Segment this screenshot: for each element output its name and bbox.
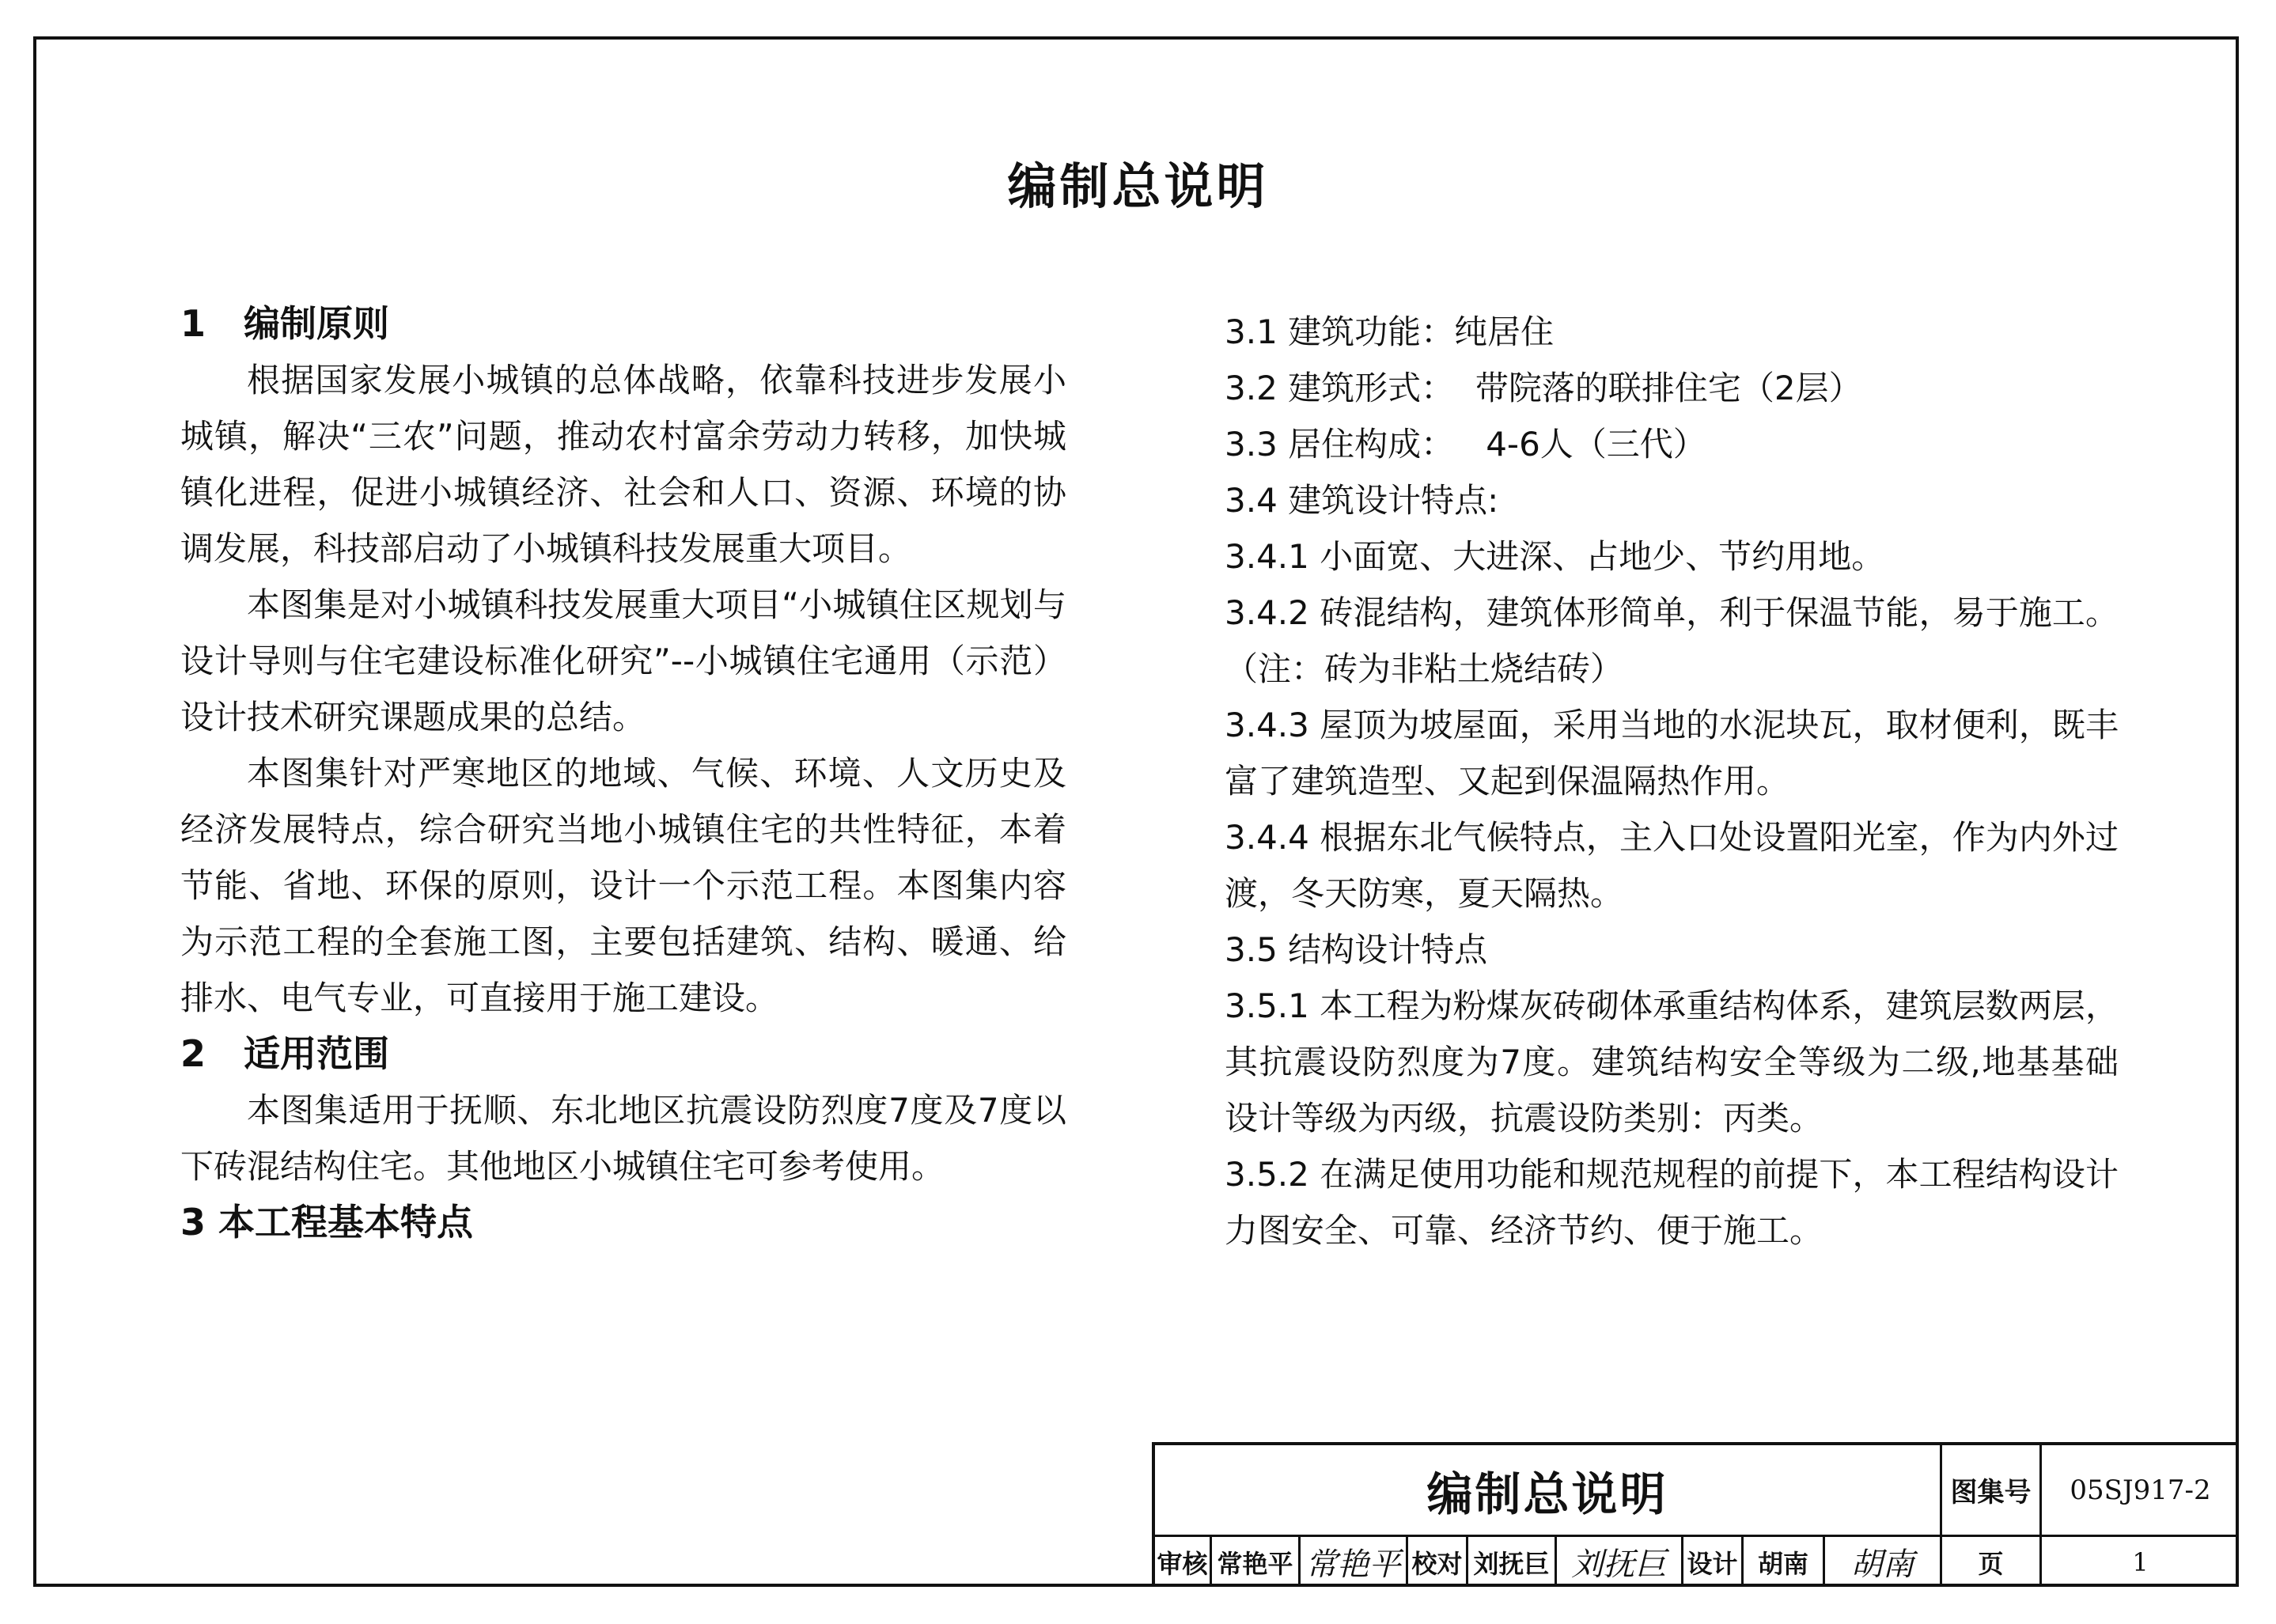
item-3-4: 3.4 建筑设计特点: xyxy=(1225,481,1499,520)
item-3-2: 3.2 建筑形式： 带院落的联排住宅（2层） xyxy=(1225,369,1862,407)
checker-signature: 刘抚巨 xyxy=(1557,1537,1683,1587)
left-column xyxy=(180,296,1066,1251)
designer-signature: 胡南 xyxy=(1825,1537,1942,1587)
designer-name: 胡南 xyxy=(1744,1537,1825,1587)
item-3-4-2: 3.4.2 砖混结构，建筑体形简单，利于保温节能，易于施工。（注：砖为非粘土烧结砖） xyxy=(1225,593,2119,688)
section-2-paragraph-1: 本图集适用于抚顺、东北地区抗震设防烈度7度及7度以下砖混结构住宅。其他地区小城镇住宅可参考使用。 xyxy=(180,1091,1066,1186)
design-label: 设计 xyxy=(1683,1537,1744,1587)
item-3-5-1: 3.5.1 本工程为粉煤灰砖砌体承重结构体系，建筑层数两层，其抗震设防烈度为7度。建筑结构安全等级为二级,地基基础设计等级为丙级，抗震设防类别：丙类。 xyxy=(1225,986,2119,1138)
review-label: 审核 xyxy=(1155,1537,1212,1587)
item-3-5-2: 3.5.2 在满足使用功能和规范规程的前提下，本工程结构设计力图安全、可靠、经济节约、便于施工。 xyxy=(1225,1155,2119,1250)
section-1-paragraph-1: 根据国家发展小城镇的总体战略，依靠科技进步发展小城镇，解决“三农”问题，推动农村富余劳动力转移，加快城镇化进程，促进小城镇经济、社会和人口、资源、环境的协调发展，科技部启动了小城镇科技发展重大项目。 xyxy=(180,361,1066,568)
reviewer-signature: 常艳平 xyxy=(1301,1537,1408,1587)
reviewer-name: 常艳平 xyxy=(1212,1537,1301,1587)
item-3-3: 3.3 居住构成： 4-6人（三代） xyxy=(1225,425,1706,464)
atlas-number-label: 图集号 xyxy=(1942,1445,2042,1537)
page-title: 编制总说明 xyxy=(1007,157,1269,215)
check-label: 校对 xyxy=(1408,1537,1468,1587)
section-2-heading: 2 适用范围 xyxy=(180,1032,390,1075)
right-column xyxy=(1225,304,2119,1259)
item-3-1: 3.1 建筑功能：纯居住 xyxy=(1225,312,1555,351)
atlas-number: 05SJ917-2 xyxy=(2042,1445,2239,1537)
item-3-4-1: 3.4.1 小面宽、大进深、占地少、节约用地。 xyxy=(1225,537,1885,576)
page-label: 页 xyxy=(1942,1537,2042,1587)
title-block xyxy=(1152,1442,2239,1587)
checker-name: 刘抚巨 xyxy=(1468,1537,1557,1587)
section-1-heading: 1 编制原则 xyxy=(180,302,390,345)
title-block-drawing-title: 编制总说明 xyxy=(1155,1445,1942,1537)
section-1-paragraph-3: 本图集针对严寒地区的地域、气候、环境、人文历史及经济发展特点，综合研究当地小城镇住宅的共性特征，本着节能、省地、环保的原则，设计一个示范工程。本图集内容为示范工程的全套施工图，主要包括建筑、结构、暖通、给排水、电气专业，可直接用于施工建设。 xyxy=(180,754,1066,1017)
item-3-5: 3.5 结构设计特点 xyxy=(1225,930,1488,969)
section-1-paragraph-2: 本图集是对小城镇科技发展重大项目“小城镇住区规划与设计导则与住宅建设标准化研究”--小城镇住宅通用（示范）设计技术研究课题成果的总结。 xyxy=(180,585,1066,736)
item-3-4-3: 3.4.3 屋顶为坡屋面，采用当地的水泥块瓦，取材便利，既丰富了建筑造型、又起到保温隔热作用。 xyxy=(1225,706,2119,801)
page-number: 1 xyxy=(2132,1546,2149,1577)
section-3-heading: 3 本工程基本特点 xyxy=(180,1201,474,1244)
item-3-4-4: 3.4.4 根据东北气候特点，主入口处设置阳光室，作为内外过渡，冬天防寒，夏天隔热。 xyxy=(1225,818,2119,913)
